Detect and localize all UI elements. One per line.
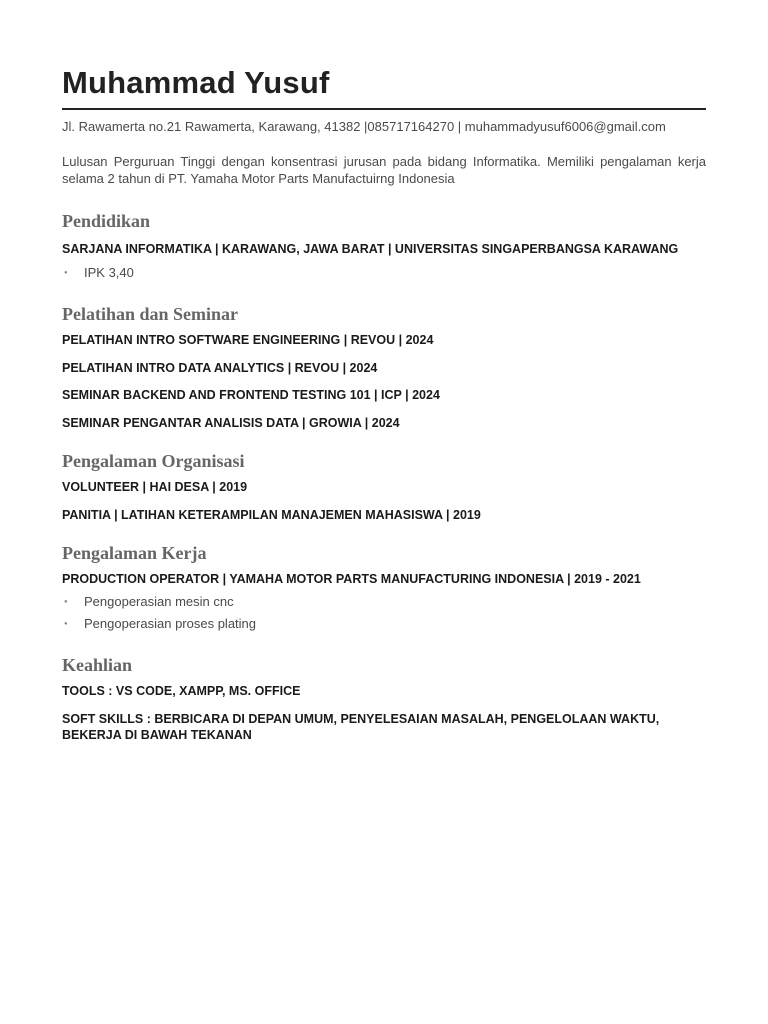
section-kerja: [62, 541, 706, 635]
section-keahlian: [62, 653, 706, 743]
section-organisasi: [62, 449, 706, 523]
section-title-keahlian: Keahlian: [62, 655, 133, 675]
contact-info: Jl. Rawamerta no.21 Rawamerta, Karawang, 41382 |085717164270 | muhammadyusuf6006@gmail.com: [62, 119, 666, 134]
small-bullet-icon: ●: [64, 270, 68, 276]
list-item: [62, 591, 706, 613]
training-entry: PELATIHAN INTRO DATA ANALYTICS | REVOU | 2024: [62, 361, 378, 375]
skills-entry: SOFT SKILLS : BERBICARA DI DEPAN UMUM, PENYELESAIAN MASALAH, PENGELOLAAN WAKTU, BEKERJA DI BAWAH TEKANAN: [62, 712, 660, 742]
education-bullets: [62, 262, 706, 284]
training-entry: SEMINAR BACKEND AND FRONTEND TESTING 101 | ICP | 2024: [62, 388, 440, 402]
section-title-kerja: Pengalaman Kerja: [62, 543, 207, 563]
profile-summary: Lulusan Perguruan Tinggi dengan konsentrasi jurusan pada bidang Informatika. Memiliki pengalaman kerja selama 2 tahun di PT. Yamaha Motor Parts Manufactuirng Indonesia: [62, 154, 706, 186]
section-title-pendidikan: Pendidikan: [62, 211, 151, 231]
skills-entry: TOOLS : VS CODE, XAMPP, MS. OFFICE: [62, 684, 301, 698]
list-item: [62, 262, 706, 284]
education-entry: SARJANA INFORMATIKA | KARAWANG, JAWA BARAT | UNIVERSITAS SINGAPERBANGSA KARAWANG: [62, 242, 679, 256]
small-bullet-icon: ●: [64, 621, 68, 627]
section-title-organisasi: Pengalaman Organisasi: [62, 451, 245, 471]
bullet-text: Pengoperasian proses plating: [84, 616, 257, 631]
candidate-name: Muhammad Yusuf: [62, 64, 706, 110]
work-entry: PRODUCTION OPERATOR | YAMAHA MOTOR PARTS MANUFACTURING INDONESIA | 2019 - 2021: [62, 572, 641, 586]
section-title-pelatihan: Pelatihan dan Seminar: [62, 304, 239, 324]
training-entry: SEMINAR PENGANTAR ANALISIS DATA | GROWIA | 2024: [62, 416, 400, 430]
section-pelatihan: [62, 302, 706, 431]
organization-entry: VOLUNTEER | HAI DESA | 2019: [62, 480, 248, 494]
section-pendidikan: [62, 209, 706, 284]
small-bullet-icon: ●: [64, 599, 68, 605]
organization-entry: PANITIA | LATIHAN KETERAMPILAN MANAJEMEN MAHASISWA | 2019: [62, 508, 481, 522]
bullet-text: Pengoperasian mesin cnc: [84, 594, 234, 609]
bullet-text: IPK 3,40: [84, 265, 134, 280]
training-entry: PELATIHAN INTRO SOFTWARE ENGINEERING | REVOU | 2024: [62, 333, 434, 347]
list-item: [62, 613, 706, 635]
work-bullets: [62, 591, 706, 635]
